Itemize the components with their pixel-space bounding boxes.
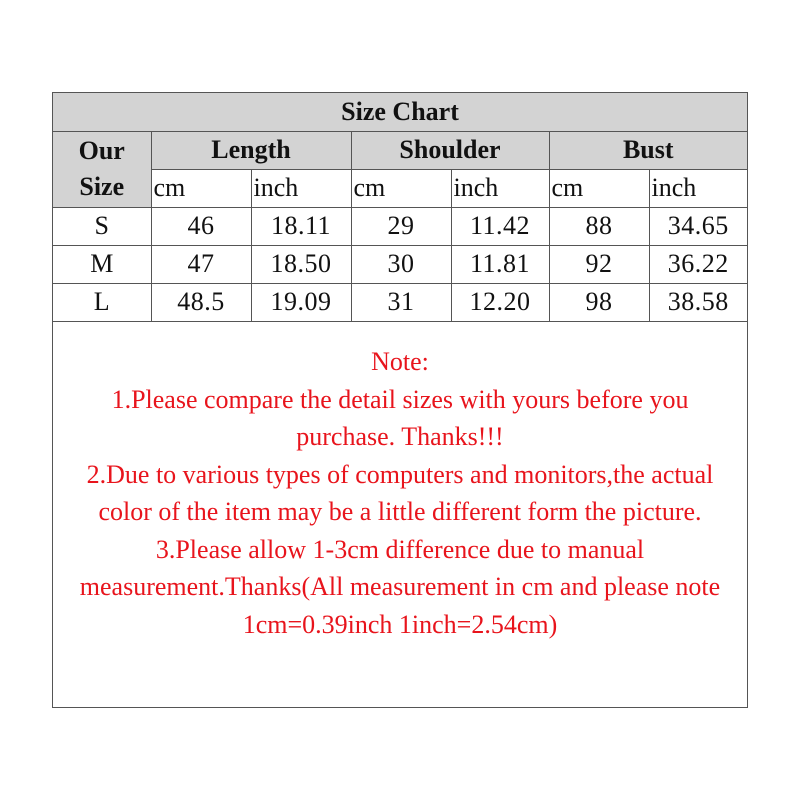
length-cm-value: 46 xyxy=(151,207,251,245)
our-size-header-line-1: Our xyxy=(78,136,125,165)
shoulder-inch-value: 12.20 xyxy=(451,283,549,321)
size-label: L xyxy=(53,283,151,321)
bust-inch-header: inch xyxy=(649,169,747,207)
length-cm-header: cm xyxy=(151,169,251,207)
shoulder-cm-value: 30 xyxy=(351,245,451,283)
shoulder-cm-value: 29 xyxy=(351,207,451,245)
bust-cm-value: 98 xyxy=(549,283,649,321)
note-heading: Note: xyxy=(371,347,429,376)
bust-header: Bust xyxy=(549,131,747,169)
size-chart-frame xyxy=(52,92,748,708)
note-item-2: 2.Due to various types of computers and monitors,the actual color of the item may be a little different form the picture. xyxy=(86,459,714,526)
unit-header-row xyxy=(53,169,747,207)
bust-inch-value: 36.22 xyxy=(649,245,747,283)
note-item-1: 1.Please compare the detail sizes with yours before you purchase. Thanks!!! xyxy=(111,384,689,451)
table-row xyxy=(53,245,747,283)
shoulder-inch-header: inch xyxy=(451,169,549,207)
length-inch-value: 18.11 xyxy=(251,207,351,245)
note-item-3: 3.Please allow 1-3cm difference due to manual measurement.Thanks(All measurement in cm and please note 1cm=0.39inch 1inch=2.54cm) xyxy=(79,534,721,639)
bust-inch-value: 38.58 xyxy=(649,283,747,321)
chart-title: Size Chart xyxy=(53,93,747,131)
length-header: Length xyxy=(151,131,351,169)
shoulder-cm-value: 31 xyxy=(351,283,451,321)
title-row xyxy=(53,93,747,131)
shoulder-header: Shoulder xyxy=(351,131,549,169)
group-header-row xyxy=(53,131,747,169)
length-inch-value: 18.50 xyxy=(251,245,351,283)
length-inch-header: inch xyxy=(251,169,351,207)
bust-inch-value: 34.65 xyxy=(649,207,747,245)
length-cm-value: 47 xyxy=(151,245,251,283)
notes-section xyxy=(53,331,747,643)
length-inch-value: 19.09 xyxy=(251,283,351,321)
size-chart-table xyxy=(53,93,747,322)
our-size-header-line-2: Size xyxy=(79,172,125,201)
table-row xyxy=(53,283,747,321)
bust-cm-value: 92 xyxy=(549,245,649,283)
size-label: M xyxy=(53,245,151,283)
shoulder-inch-value: 11.81 xyxy=(451,245,549,283)
bust-cm-header: cm xyxy=(549,169,649,207)
size-label: S xyxy=(53,207,151,245)
table-row xyxy=(53,207,747,245)
shoulder-inch-value: 11.42 xyxy=(451,207,549,245)
length-cm-value: 48.5 xyxy=(151,283,251,321)
shoulder-cm-header: cm xyxy=(351,169,451,207)
bust-cm-value: 88 xyxy=(549,207,649,245)
our-size-header xyxy=(53,131,151,207)
